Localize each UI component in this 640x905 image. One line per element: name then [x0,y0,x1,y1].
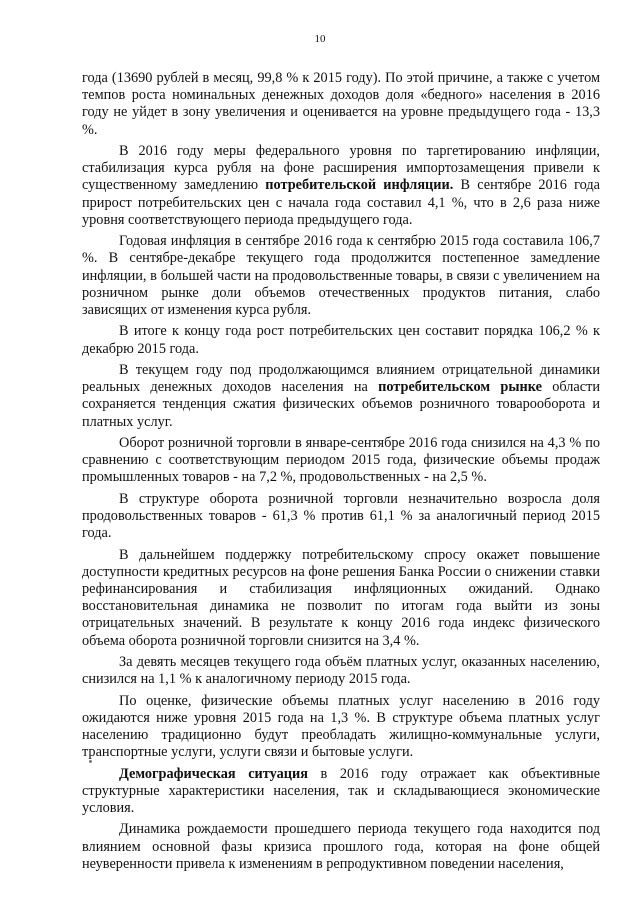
paragraph-text: В сентябре 2016 года прирост потребительских цен с начала года составил 4,1 %, что в 2,6 раза ниже уровня соответствующего периода предыдущего года. [82,177,600,228]
paragraph-2 [82,143,600,229]
paragraph-7 [82,491,600,543]
paragraph-9 [82,654,600,688]
paragraph-text: Годовая инфляция в сентябре 2016 года к сентябрю 2015 года составила 106,7 %. В сентябре-декабре текущего года продолжится постепенное замедление инфляции, в большей части на продовольственные товары, в связи с увеличением на розничном рынке доли объемов отечественных продуктов питания, слабо зависящих от изменения курса рубля. [82,233,600,319]
paragraph-text: года (13690 рублей в месяц, 99,8 % к 2015 году). По этой причине, а также с учетом темпов роста номинальных денежных доходов доля «бедного» населения в 2016 году не уйдет в зону увеличения и оценивается на уровне предыдущего года - 13,3 %. [82,70,600,138]
paragraph-3 [82,233,600,319]
paragraph-text: Динамика рождаемости прошедшего периода текущего года находится под влиянием основной фазы кризиса прошлого года, которая на фоне общей неуверенности привела к изменениям в репродуктивном поведении населения, [82,821,600,872]
paragraph-10 [82,693,600,762]
emphasis-consumer-inflation: потребительской инфляции. [265,177,454,194]
paragraph-text: в 2016 году отражает как объективные структурные характеристики населения, так и складывающиеся экономические условия. [82,765,600,816]
paragraph-8 [82,547,600,650]
paragraph-text: По оценке, физические объемы платных услуг населению в 2016 году ожидаются ниже уровня 2015 года на 1,3 %. В структуре объема платных услуг населению традиционно будут преобладать жилищно-коммунальные услуги, транспортные услуги, услуги связи и бытовые услуги. [82,692,600,761]
emphasis-consumer-market: потребительском рынке [378,379,542,396]
paragraph-text: За девять месяцев текущего года объём платных услуг, оказанных населению, снизился на 1,1 % к аналогичному периоду 2015 года. [82,654,600,688]
paragraph-text: Оборот розничной торговли в январе-сентябре 2016 года снизился на 4,3 % по сравнению с соответствующим периодом 2015 года, физические объемы продаж промышленных товаров - на 7,2 %, продовольственных - на 2,5 %. [82,435,600,486]
paragraph-4 [82,323,600,357]
paragraph-1 [82,70,600,139]
paragraph-text: области сохраняется тенденция сжатия физических объемов розничного товарооборота и платных услуг. [82,379,600,430]
scan-speck [89,760,92,763]
paragraph-6 [82,435,600,487]
paragraph-11 [82,766,600,818]
document-body [82,70,600,877]
paragraph-5 [82,362,600,431]
paragraph-12 [82,821,600,873]
paragraph-text: В структуре оборота розничной торговли незначительно возросла доля продовольственных товаров - 61,3 % против 61,1 % за аналогичный период 2015 года. [82,490,600,542]
paragraph-text: В дальнейшем поддержку потребительскому спросу окажет повышение доступности кредитных ресурсов на фоне решения Банка России о снижении ставки рефинансирования и стабилизация инфляционных ожиданий. Однако восстановительная динамика не позволит по итогам года выйти из зоны отрицательных значений. В результате к концу 2016 года индекс физического объема оборота розничной торговли снизится на 3,4 %. [82,546,600,649]
paragraph-text: В итоге к концу года рост потребительских цен составит порядка 106,2 % к декабрю 2015 года. [82,323,600,357]
paragraph-text: В текущем году под продолжающимся влиянием отрицательной динамики реальных денежных доходов населения на [82,362,600,396]
page-number: 10 [314,33,326,45]
emphasis-demographic-situation: Демографическая ситуация [119,765,308,782]
paragraph-text: В 2016 году меры федерального уровня по таргетированию инфляции, стабилизация курса рубля на фоне расширения импортозамещения привели к существенному замедлению [82,143,600,194]
